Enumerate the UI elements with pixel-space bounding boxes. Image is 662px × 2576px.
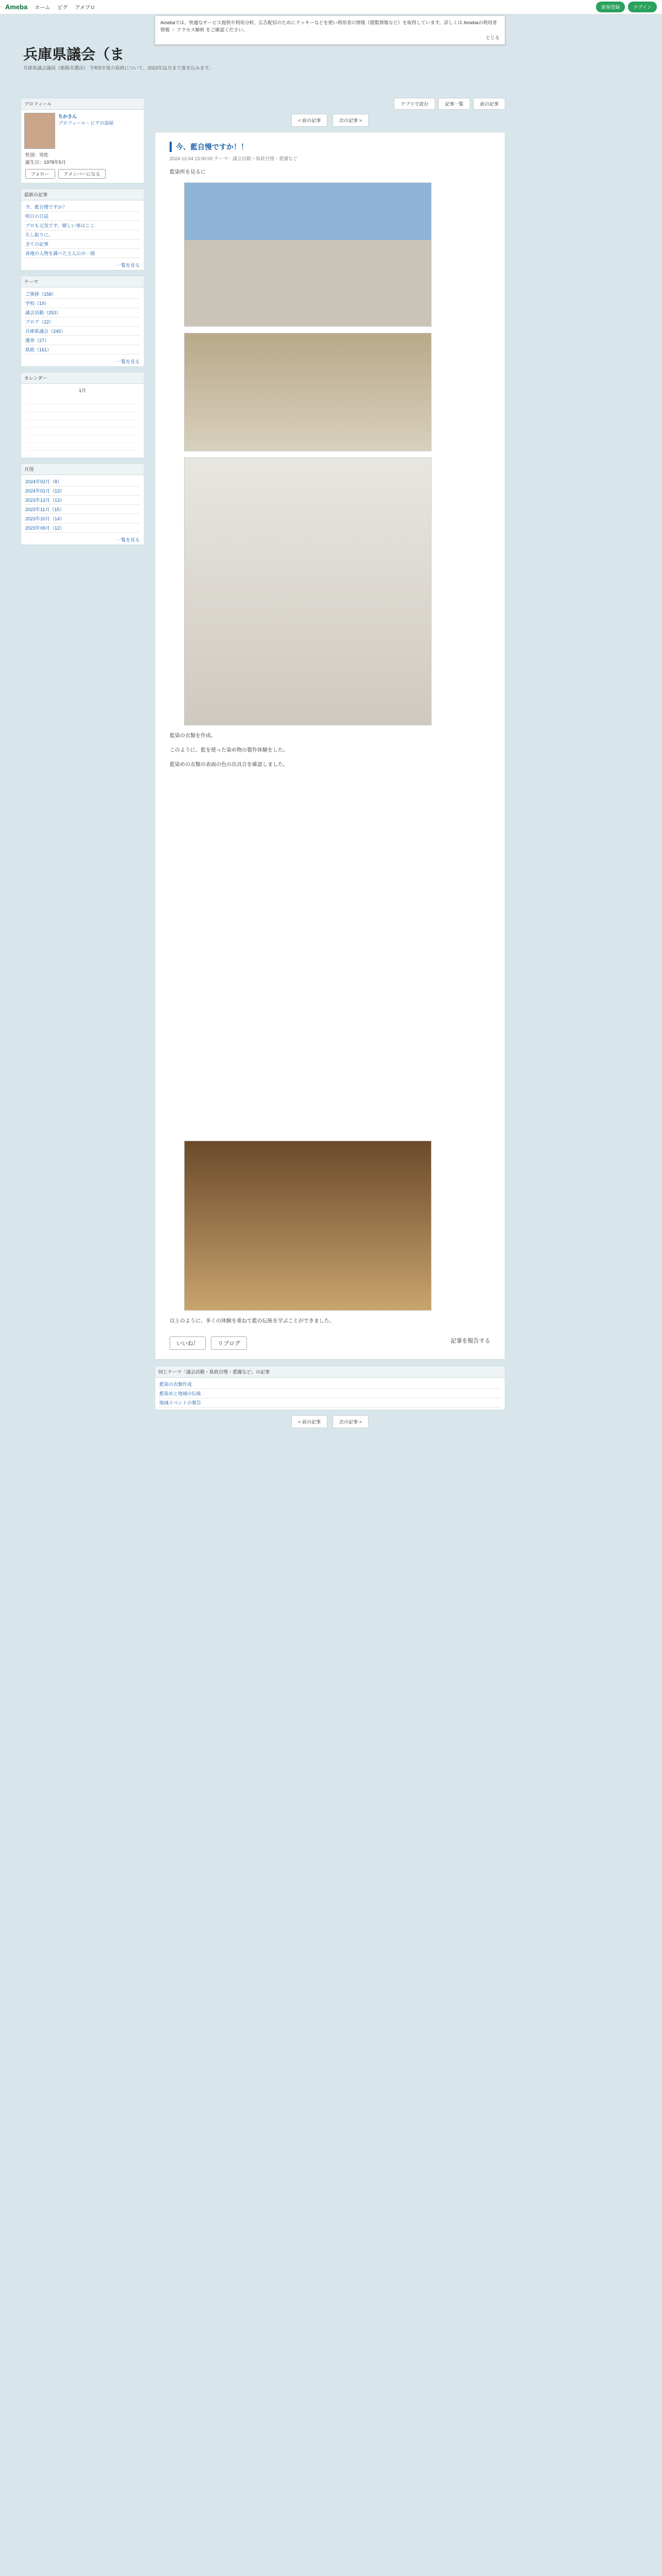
top-bar (0, 0, 662, 14)
recent-item[interactable]: 久し振りに。 (25, 230, 140, 240)
article-paragraph: 以上のように、多くの体験を重ねて藍の伝統を学ぶことができました。 (170, 1318, 335, 1324)
article-nav (155, 98, 505, 110)
pager-top (155, 114, 505, 127)
cookie-notice (155, 15, 505, 45)
photo-food (184, 1141, 432, 1311)
theme-item[interactable]: 学校（19） (25, 299, 140, 308)
pager-bottom (155, 1415, 505, 1428)
recent-more-link[interactable]: 一覧を見る (116, 263, 140, 268)
ameba-logo[interactable]: Ameba (5, 3, 28, 11)
prev-article-button[interactable]: 前の記事 (473, 98, 505, 110)
archive-box (21, 463, 144, 545)
blog-description: 兵庫県議会議員（姫路市選出） 令和5年度の県政について、2023年11月まで書き込みます。 (23, 65, 213, 71)
theme-item[interactable]: ブログ（22） (25, 317, 140, 327)
report-link[interactable]: 記事を報告する (451, 1338, 490, 1344)
profile-name[interactable]: ちかさん (58, 114, 77, 119)
recent-item[interactable]: ブロも元気です、嬉しい事はここ (25, 221, 140, 230)
article-meta: 2024-12-04 13:00:00 テーマ：議会活動・県政自慢・愛護など (170, 156, 298, 161)
photo-hall (184, 333, 432, 451)
register-button[interactable]: 新規登録 (596, 2, 625, 12)
archive-heading: 月別 (21, 464, 144, 475)
related-item[interactable]: 地域イベントの報告 (159, 1398, 501, 1408)
login-button[interactable]: ログイン (628, 2, 657, 12)
app-read-button[interactable]: アプリで読む (394, 98, 435, 110)
notice-close-button[interactable]: とじる (485, 35, 500, 40)
calendar-box (21, 372, 144, 458)
article-paragraph: 藍染めの衣類の表面の色の出具合を確認しました。 (170, 762, 288, 768)
photo-building (184, 182, 432, 327)
recent-heading: 最新の記事 (21, 189, 144, 200)
article-paragraph: このように、藍を使った染め物の製作体験をした。 (170, 748, 288, 753)
calendar-grid (26, 397, 139, 453)
archive-item[interactable]: 2023年09月（12） (25, 523, 140, 533)
article-text-block (170, 775, 490, 1136)
related-box (155, 1366, 505, 1410)
pager-prev[interactable]: < 前の記事 (291, 1415, 327, 1428)
archive-more-link[interactable]: 一覧を見る (116, 537, 140, 543)
profile-info: 性別：男性 誕生日：1978年5月 (25, 152, 67, 165)
article-title[interactable]: 今、藍自慢ですか！！ (170, 142, 490, 152)
related-heading: 同じテーマ「議会活動・県政自慢・愛護など」の記事 (155, 1366, 505, 1378)
like-button[interactable]: いいね！ (170, 1336, 206, 1350)
photo-items (184, 457, 432, 725)
archive-item[interactable]: 2024年02月（8） (25, 477, 140, 486)
follow-button[interactable]: フォロー (25, 169, 55, 179)
profile-box (21, 98, 144, 183)
pager-next[interactable]: 次の記事 > (333, 1415, 369, 1428)
topbar-link-home[interactable]: ホーム (35, 5, 51, 11)
article (155, 132, 505, 1360)
archive-item[interactable]: 2023年10月（14） (25, 514, 140, 523)
theme-item[interactable]: ご挨拶（158） (25, 290, 140, 299)
archive-item[interactable]: 2023年12月（13） (25, 496, 140, 505)
theme-more-link[interactable]: 一覧を見る (116, 359, 140, 364)
theme-item[interactable]: 議会活動（253） (25, 308, 140, 317)
recent-item[interactable]: 全ての記事 (25, 240, 140, 249)
avatar[interactable] (24, 113, 55, 149)
archive-item[interactable]: 2023年11月（15） (25, 505, 140, 514)
calendar-heading: カレンダー (21, 372, 144, 384)
pager-next[interactable]: 次の記事 > (333, 114, 369, 127)
blog-title[interactable]: 兵庫県議会（ま (23, 47, 125, 63)
topbar-link-ameblo[interactable]: アメブロ (75, 5, 95, 11)
article-list-button[interactable]: 記事一覧 (438, 98, 470, 110)
recent-item[interactable]: 各地の人物を調べた主人公の一冊 (25, 249, 140, 258)
recent-item[interactable]: 明日の日誌 (25, 212, 140, 221)
profile-sub[interactable]: プロフィール・ピグの部屋 (58, 121, 114, 126)
main-content (155, 98, 505, 1433)
theme-heading: テーマ (21, 276, 144, 287)
reblog-button[interactable]: リブログ (211, 1336, 247, 1350)
theme-box (21, 276, 144, 367)
theme-item[interactable]: 選挙（27） (25, 336, 140, 345)
theme-item[interactable]: 県政（161） (25, 345, 140, 354)
article-paragraph: 藍染の衣類を作成。 (170, 733, 216, 739)
recent-item[interactable]: 令、藍自慢ですか？ (25, 202, 140, 212)
sidebar (21, 98, 144, 550)
calendar-month: 1月 (78, 388, 86, 393)
pager-prev[interactable]: < 前の記事 (291, 114, 327, 127)
archive-item[interactable]: 2024年01月（13） (25, 486, 140, 496)
recent-box (21, 189, 144, 270)
notice-text: Amebaでは、快適なサービス提供や利用分析、広告配信のためにクッキーなどを使い利用者の情報（閲覧情報など）を取得しています。詳しくは Amebaの利用者情報 ・ アクセス解析 をご確認ください。 (160, 20, 497, 33)
theme-item[interactable]: 兵庫県議会（245） (25, 327, 140, 336)
related-item[interactable]: 藍染めと地域の伝統 (159, 1389, 501, 1398)
amember-button[interactable]: アメンバーになる (58, 169, 106, 179)
related-item[interactable]: 藍染の衣類作成 (159, 1380, 501, 1389)
article-paragraph: 藍染所を見るに (170, 170, 206, 175)
topbar-link-pigg[interactable]: ピグ (57, 5, 68, 11)
profile-heading: プロフィール (21, 98, 144, 110)
